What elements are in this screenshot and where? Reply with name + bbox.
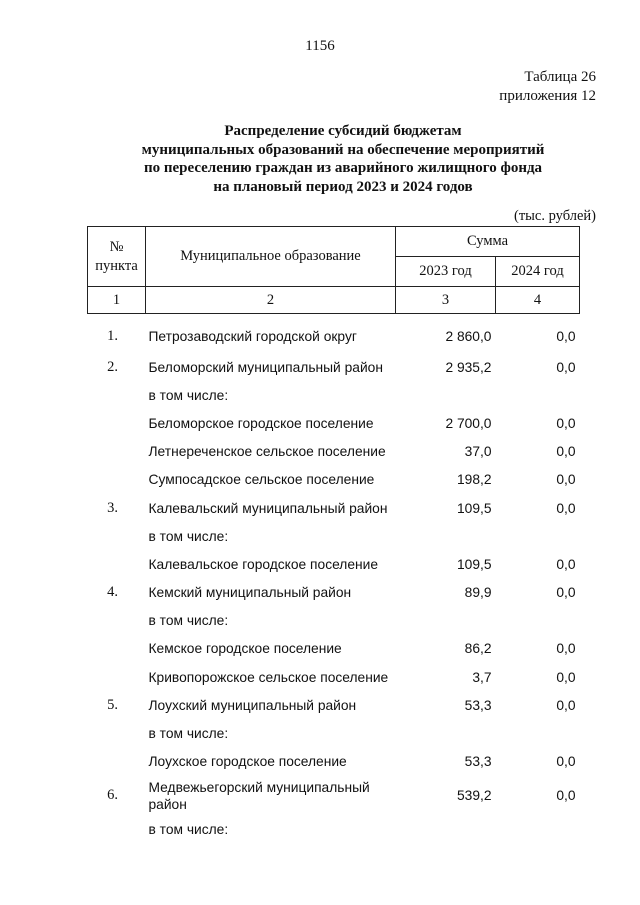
municipality-name: в том числе: xyxy=(148,528,229,544)
column-number-3: 3 xyxy=(396,287,496,314)
amount-2024: 0,0 xyxy=(556,328,576,344)
amount-2023: 86,2 xyxy=(464,641,492,657)
table-header xyxy=(88,227,580,314)
table-row xyxy=(88,381,580,409)
amount-2024: 0,0 xyxy=(556,359,576,375)
row-number: 2. xyxy=(107,358,118,375)
table-row xyxy=(88,663,580,691)
table-row xyxy=(88,719,580,747)
municipality-name: Медвежьегорский муниципальный район xyxy=(148,779,370,812)
row-number xyxy=(88,550,146,578)
amount-2023 xyxy=(396,816,496,844)
amount-2023 xyxy=(396,522,496,550)
row-number: 3. xyxy=(107,499,118,516)
annex-table-label: Таблица 26 xyxy=(524,69,596,85)
municipality-name: Лоухский муниципальный район xyxy=(148,697,357,713)
amount-2024 xyxy=(496,719,580,747)
municipality-name: в том числе: xyxy=(148,387,229,403)
table-row xyxy=(88,494,580,522)
amount-2023: 539,2 xyxy=(456,788,492,804)
annex-reference xyxy=(499,68,596,106)
annex-appendix-label: приложения 12 xyxy=(499,88,596,104)
title-line-3: по переселению граждан из аварийного жилищного фонда xyxy=(143,160,543,177)
amount-2024: 0,0 xyxy=(556,500,576,516)
table-row xyxy=(88,466,580,494)
municipality-name: в том числе: xyxy=(148,613,229,629)
municipality-name: Сумпосадское сельское поселение xyxy=(148,472,375,488)
subsidy-table xyxy=(87,226,580,844)
document-title xyxy=(100,122,586,196)
header-item-number xyxy=(88,227,146,287)
amount-2023: 198,2 xyxy=(456,472,492,488)
row-number xyxy=(88,816,146,844)
table-row xyxy=(88,409,580,437)
amount-2024: 0,0 xyxy=(556,669,576,685)
amount-2023: 89,9 xyxy=(464,585,492,601)
header-sum: Сумма xyxy=(396,227,580,257)
table-row xyxy=(88,776,580,816)
row-number xyxy=(88,522,146,550)
amount-2023: 2 700,0 xyxy=(445,415,492,431)
table-body xyxy=(88,314,580,845)
row-number: 4. xyxy=(107,584,118,601)
table-row xyxy=(88,353,580,381)
table-row xyxy=(88,522,580,550)
municipality-name: Кемское городское поселение xyxy=(148,641,342,657)
row-number: 1. xyxy=(107,327,118,344)
amount-2024: 0,0 xyxy=(556,444,576,460)
amount-2024 xyxy=(496,607,580,635)
amount-2024: 0,0 xyxy=(556,585,576,601)
table-row xyxy=(88,635,580,663)
amount-2023: 109,5 xyxy=(456,500,492,516)
header-municipality: Муниципальное образование xyxy=(146,227,396,287)
title-line-4: на плановый период 2023 и 2024 годов xyxy=(213,178,473,195)
amount-2024: 0,0 xyxy=(556,556,576,572)
amount-2023: 2 935,2 xyxy=(445,359,492,375)
amount-2024: 0,0 xyxy=(556,472,576,488)
amount-2024: 0,0 xyxy=(556,788,576,804)
amount-2023: 109,5 xyxy=(456,556,492,572)
municipality-name: Беломорское городское поселение xyxy=(148,415,374,431)
table-row xyxy=(88,607,580,635)
municipality-name: Калевальское городское поселение xyxy=(148,556,379,572)
municipality-name: Лоухское городское поселение xyxy=(148,754,347,770)
row-number xyxy=(88,748,146,776)
amount-2023: 2 860,0 xyxy=(445,328,492,344)
units-label: (тыс. рублей) xyxy=(514,208,596,224)
amount-2024: 0,0 xyxy=(556,415,576,431)
amount-2023: 53,3 xyxy=(464,697,492,713)
municipality-name: в том числе: xyxy=(148,726,229,742)
row-number xyxy=(88,409,146,437)
amount-2023 xyxy=(396,719,496,747)
amount-2024 xyxy=(496,816,580,844)
row-number xyxy=(88,719,146,747)
column-number-1: 1 xyxy=(88,287,146,314)
table-row xyxy=(88,748,580,776)
amount-2024: 0,0 xyxy=(556,697,576,713)
municipality-name: Беломорский муниципальный район xyxy=(148,359,383,375)
municipality-name: Калевальский муниципальный район xyxy=(148,500,388,516)
title-line-1: Распределение субсидий бюджетам xyxy=(224,123,462,139)
table-row xyxy=(88,314,580,354)
municipality-name: Петрозаводский городской округ xyxy=(148,328,357,344)
row-number xyxy=(88,607,146,635)
municipality-name: Кемский муниципальный район xyxy=(148,585,352,601)
table-row xyxy=(88,691,580,719)
header-year-2023: 2023 год xyxy=(396,257,496,287)
row-number xyxy=(88,663,146,691)
amount-2024: 0,0 xyxy=(556,754,576,770)
municipality-name: Кривопорожское сельское поселение xyxy=(148,669,389,685)
table-row xyxy=(88,550,580,578)
amount-2023: 37,0 xyxy=(464,444,492,460)
row-number xyxy=(88,438,146,466)
row-number xyxy=(88,381,146,409)
row-number xyxy=(88,635,146,663)
amount-2023 xyxy=(396,381,496,409)
header-number-sign: № xyxy=(109,238,124,255)
amount-2024 xyxy=(496,522,580,550)
page-number: 1156 xyxy=(305,38,335,54)
row-number xyxy=(88,466,146,494)
column-number-4: 4 xyxy=(496,287,580,314)
amount-2023: 53,3 xyxy=(464,754,492,770)
header-number-word: пункта xyxy=(95,257,138,274)
amount-2023 xyxy=(396,607,496,635)
amount-2023: 3,7 xyxy=(472,669,492,685)
municipality-name: Летнереченское сельское поселение xyxy=(148,444,386,460)
table-row xyxy=(88,579,580,607)
header-year-2024: 2024 год xyxy=(496,257,580,287)
title-line-2: муниципальных образований на обеспечение мероприятий xyxy=(141,141,545,158)
table-row xyxy=(88,438,580,466)
amount-2024: 0,0 xyxy=(556,641,576,657)
amount-2024 xyxy=(496,381,580,409)
row-number: 5. xyxy=(107,696,118,713)
table-row xyxy=(88,816,580,844)
row-number: 6. xyxy=(107,787,118,804)
column-number-2: 2 xyxy=(146,287,396,314)
municipality-name: в том числе: xyxy=(148,822,229,838)
